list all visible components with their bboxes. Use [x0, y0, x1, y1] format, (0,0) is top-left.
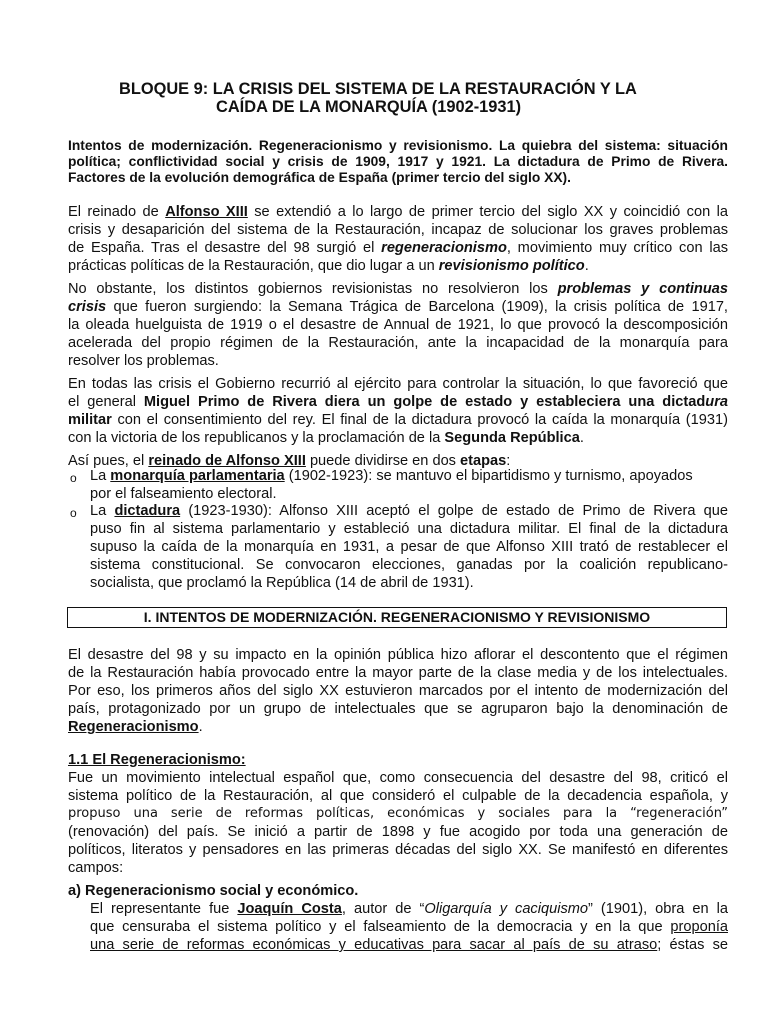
suba-line-3: una serie de reformas económicas y educativas para sacar al país de su atraso; éstas se [90, 937, 728, 953]
intro-p2-line-3: la oleada huelguista de 1919 o el desastre de Annual de 1921, lo que provocó la descomposición [68, 317, 728, 333]
intro-p3-line-1: En todas las crisis el Gobierno recurrió al ejército para controlar la situación, lo que favoreció que [68, 376, 728, 392]
title-line-1: BLOQUE 9: LA CRISIS DEL SISTEMA DE LA RESTAURACIÓN Y LA [119, 80, 637, 98]
bullet-2-line-2: puso fin al sistema parlamentario y estableció una dictadura militar. El final de la dictadura [90, 521, 728, 537]
sub1-line-6: campos: [68, 860, 124, 876]
bullet-marker: o [70, 471, 77, 485]
subsection-a-heading: a) Regeneracionismo social y económico. [68, 883, 359, 899]
intro-p1-line-4: prácticas políticas de la Restauración, que dio lugar a un revisionismo político. [68, 258, 589, 274]
intro-p4-line-1: Así pues, el reinado de Alfonso XIII puede dividirse en dos etapas: [68, 453, 511, 469]
intro-p3-line-2: el general Miguel Primo de Rivera diera un golpe de estado y estableciera una dictadura [68, 394, 728, 410]
intro-p1-line-3: de España. Tras el desastre del 98 surgió el regeneracionismo, movimiento muy crítico con las [68, 240, 728, 256]
bullet-2-line-3: supuso la caída de la monarquía en 1931, a pesar de que Alfonso XIII trató de restablecer el [90, 539, 728, 555]
bullet-marker: o [70, 506, 77, 520]
section-heading-box [67, 607, 727, 628]
intro-p3-line-3: militar con el consentimiento del rey. El final de la dictadura provocó la caída la monarquía (1931) [68, 412, 728, 428]
bullet-2-line-4: sistema constitucional. Se convocaron elecciones, ganadas por la coalición republicano- [90, 557, 728, 573]
sub1-line-1: Fue un movimiento intelectual español que, como consecuencia del desastre del 98, criticó el [68, 770, 728, 786]
s1-p1-line-1: El desastre del 98 y su impacto en la opinión pública hizo aflorar el descontento que el régimen [68, 647, 728, 663]
summary-line-2: política; conflictividad social y crisis de 1909, 1917 y 1921. La dictadura de Primo de Rivera. [68, 154, 728, 169]
intro-p1-line-1: El reinado de Alfonso XIII se extendió a lo largo de primer tercio del siglo XX y coincidió con la [68, 204, 728, 220]
intro-p2-line-4: acelerada del propio régimen de la Restauración, ante la incapacidad de la monarquía para [68, 335, 728, 351]
intro-p2-line-1: No obstante, los distintos gobiernos revisionistas no resolvieron los problemas y continuas [68, 281, 728, 297]
s1-p1-line-5: Regeneracionismo. [68, 719, 203, 735]
subsection-heading: 1.1 El Regeneracionismo: [68, 752, 246, 768]
suba-line-1: El representante fue Joaquín Costa, autor de “Oligarquía y caciquismo” (1901), obra en la [90, 901, 729, 917]
bullet-1-line-1: La monarquía parlamentaria (1902-1923): se mantuvo el bipartidismo y turnismo, apoyados [90, 468, 693, 484]
section-heading: I. INTENTOS DE MODERNIZACIÓN. REGENERACIONISMO Y REVISIONISMO [143, 609, 651, 625]
sub1-line-5: políticos, literatos y pensadores en las primeras décadas del siglo XX. Se manifestó en diferentes [68, 842, 728, 858]
bullet-1-line-2: por el falseamiento electoral. [90, 486, 277, 502]
bullet-2-line-1: La dictadura (1923-1930): Alfonso XIII aceptó el golpe de estado de Primo de Rivera que [90, 503, 728, 519]
intro-p2-line-5: resolver los problemas. [68, 353, 219, 369]
sub1-line-3: propuso una serie de reformas políticas, económicas y sociales para la “regeneración” [68, 806, 728, 821]
intro-p2-line-2: crisis que fueron surgiendo: la Semana Trágica de Barcelona (1909), la crisis política de 1917, [68, 299, 728, 315]
summary-line-1: Intentos de modernización. Regeneracionismo y revisionismo. La quiebra del sistema: situación [68, 138, 728, 153]
suba-line-2: que censuraba el sistema político y el falseamiento de la democracia y en la que proponía [90, 919, 728, 935]
intro-p1-line-2: crisis y desaparición del sistema de la Restauración, incapaz de solucionar los graves problemas [68, 222, 728, 238]
bullet-2-line-5: socialista, que proclamó la República (14 de abril de 1931). [90, 575, 474, 591]
sub1-line-2: sistema político de la Restauración, al que consideró el culpable de la decadencia española, y [68, 788, 728, 804]
s1-p1-line-2: de la Restauración había provocado entre la mayor parte de la clase media y de los intelectuales. [68, 665, 728, 681]
title-line-2: CAÍDA DE LA MONARQUÍA (1902-1931) [216, 98, 522, 116]
summary-line-3: Factores de la evolución demográfica de España (primer tercio del siglo XX). [68, 170, 571, 185]
s1-p1-line-4: país, protagonizado por un grupo de intelectuales que se agruparon bajo la denominación de [68, 701, 728, 717]
intro-p3-line-4: con la victoria de los republicanos y la proclamación de la Segunda República. [68, 430, 584, 446]
s1-p1-line-3: Por eso, los primeros años del siglo XX estuvieron marcados por el intento de modernización del [68, 683, 728, 699]
sub1-line-4: (renovación) del país. Se inició a partir de 1898 y fue acogido por toda una generación de [68, 824, 728, 840]
